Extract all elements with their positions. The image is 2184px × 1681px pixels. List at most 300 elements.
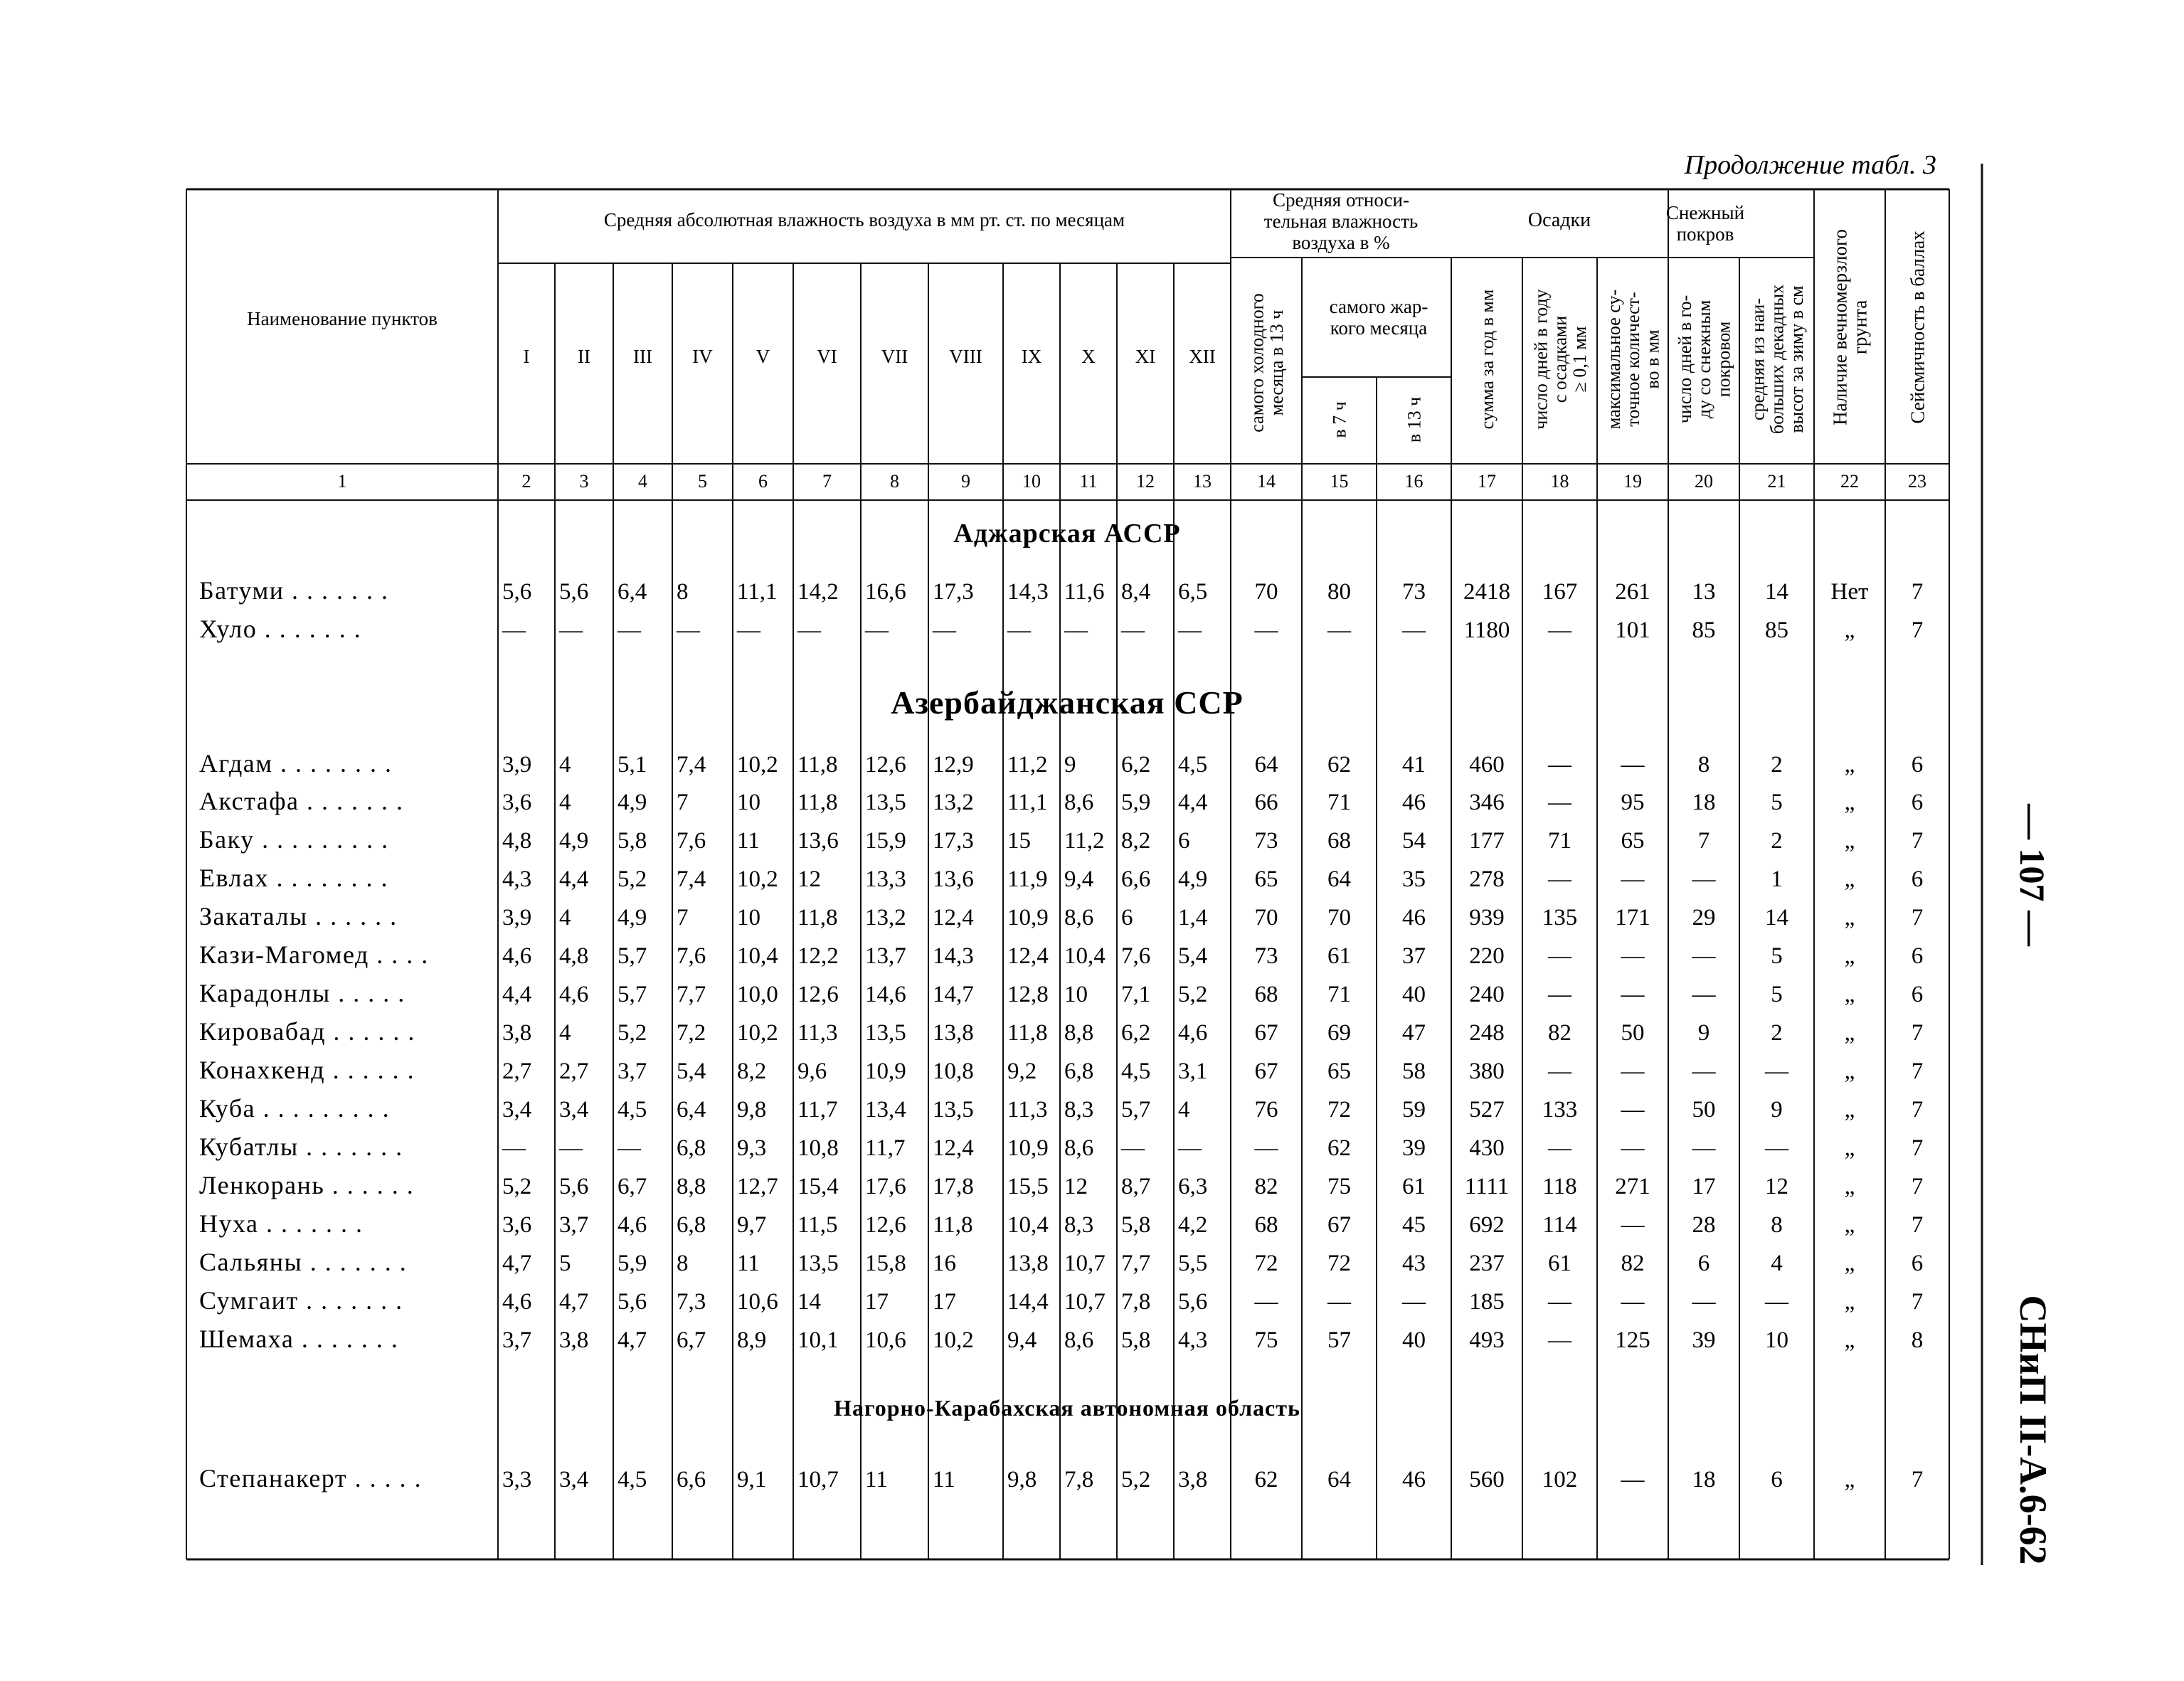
table-cell: 5,6: [559, 1174, 589, 1199]
table-cell: 13,5: [865, 790, 906, 815]
table-cell: 70: [1254, 579, 1278, 605]
table-cell: 10: [737, 905, 760, 930]
table-cell: —: [1621, 1467, 1645, 1492]
table-cell: 10,9: [1007, 1135, 1049, 1161]
table-cell: 7,8: [1064, 1467, 1094, 1492]
table-cell: 2: [1771, 828, 1783, 854]
table-cell: 493: [1469, 1327, 1505, 1353]
table-cell: —: [617, 1135, 641, 1161]
table-cell: —: [1692, 982, 1716, 1007]
table-cell: 17,3: [933, 828, 974, 854]
column-number: 18: [1550, 471, 1569, 492]
table-cell: 380: [1469, 1059, 1505, 1084]
table-cell: 13,2: [933, 790, 974, 815]
row-name: Сумгаит . . . . . . .: [199, 1286, 403, 1315]
table-cell: 4,4: [559, 866, 589, 892]
column-header-precip-max-line: точное количест-: [1623, 292, 1644, 427]
column-header-rel-humidity: воздуха в %: [1292, 232, 1390, 253]
table-cell: 5,9: [617, 1251, 647, 1276]
table-cell: 57: [1327, 1327, 1351, 1353]
row-name: Куба . . . . . . . . .: [199, 1094, 391, 1123]
table-cell: 4,5: [617, 1467, 647, 1492]
table-cell: 95: [1621, 790, 1645, 815]
table-cell: 72: [1327, 1251, 1351, 1276]
table-cell: 7: [1911, 1212, 1924, 1238]
column-number: 17: [1478, 471, 1496, 492]
table-cell: —: [1548, 1289, 1571, 1315]
table-row: [199, 825, 1923, 854]
table-cell: 11,8: [933, 1212, 973, 1238]
column-header-rel-hot-13-line: в 13 ч: [1404, 396, 1425, 443]
table-cell: 13,7: [865, 943, 906, 969]
table-cell: 3,3: [502, 1467, 532, 1492]
column-header-rel-cold-line: самого холодного: [1246, 293, 1268, 433]
table-cell: 11,5: [797, 1212, 838, 1238]
table-cell: 6: [1911, 790, 1924, 815]
row-name: Ленкорань . . . . . .: [199, 1171, 415, 1199]
table-cell: 9,4: [1007, 1327, 1037, 1353]
table-cell: 8,9: [737, 1327, 767, 1353]
table-cell: 6,7: [617, 1174, 647, 1199]
column-number: 23: [1908, 471, 1926, 492]
table-row: [199, 1325, 1923, 1353]
month-header: IX: [1021, 346, 1042, 367]
section-1: [199, 684, 1923, 1353]
table-cell: —: [1621, 1135, 1645, 1161]
table-row: [199, 1056, 1923, 1084]
table-cell: 7,4: [677, 752, 706, 778]
table-cell: 13,5: [865, 1020, 906, 1046]
column-number: 19: [1623, 471, 1642, 492]
table-cell: 9,4: [1064, 866, 1094, 892]
table-cell: „: [1844, 982, 1855, 1007]
table-cell: 171: [1615, 905, 1650, 930]
table-row: [199, 940, 1923, 969]
table-cell: 3,4: [559, 1467, 589, 1492]
table-cell: 8: [1771, 1212, 1783, 1238]
table-cell: —: [1621, 943, 1645, 969]
table-cell: 72: [1254, 1251, 1278, 1276]
column-header-rel-cold: [1246, 293, 1286, 432]
table-cell: 7: [677, 905, 689, 930]
column-header-name: Наименование пунктов: [247, 308, 438, 329]
table-cell: 66: [1254, 790, 1278, 815]
table-cell: —: [1548, 617, 1571, 643]
table-cell: 7: [1911, 828, 1924, 854]
row-name: Нуха . . . . . . .: [199, 1209, 364, 1238]
row-name: Хуло . . . . . . .: [199, 615, 362, 643]
table-cell: 8,3: [1064, 1097, 1094, 1123]
row-name: Кубатлы . . . . . . .: [199, 1133, 403, 1161]
table-cell: 6,8: [1064, 1059, 1094, 1084]
table-cell: „: [1844, 617, 1855, 643]
table-cell: 4,4: [502, 982, 532, 1007]
table-cell: 4,8: [559, 943, 589, 969]
table-row: [199, 615, 1923, 643]
column-number: 4: [638, 471, 647, 492]
column-number: 14: [1257, 471, 1276, 492]
table-cell: 11,8: [797, 752, 838, 778]
table-cell: 3,7: [559, 1212, 589, 1238]
table-cell: 5,2: [502, 1174, 532, 1199]
table-cell: —: [1548, 943, 1571, 969]
table-cell: 3,4: [502, 1097, 532, 1123]
table-cell: 4,7: [502, 1251, 532, 1276]
table-cell: 5,7: [617, 982, 647, 1007]
table-cell: 4,7: [617, 1327, 647, 1353]
table-cell: 8: [1911, 1327, 1924, 1353]
column-header-snow-days: [1675, 295, 1734, 424]
table-cell: 114: [1542, 1212, 1577, 1238]
table-cell: —: [1548, 1059, 1571, 1084]
row-name: Евлах . . . . . . . .: [199, 864, 388, 892]
table-cell: 102: [1542, 1467, 1578, 1492]
table-cell: 62: [1327, 752, 1351, 778]
table-cell: 11,7: [797, 1097, 838, 1123]
row-name: Сальяны . . . . . . .: [199, 1248, 408, 1276]
table-row: [199, 1017, 1923, 1046]
table-cell: 6: [1911, 943, 1924, 969]
column-header-precip-sum-line: сумма за год в мм: [1477, 289, 1498, 430]
table-cell: 7: [1911, 905, 1924, 930]
table-cell: 15,9: [865, 828, 906, 854]
table-cell: —: [1178, 617, 1202, 643]
table-cell: 11,8: [1007, 1020, 1048, 1046]
table-cell: 12,7: [737, 1174, 778, 1199]
table-cell: 6,4: [617, 579, 647, 605]
table-cell: 8,6: [1064, 1135, 1094, 1161]
table-cell: 271: [1615, 1174, 1650, 1199]
table-cell: 10,8: [797, 1135, 839, 1161]
table-cell: 4,3: [502, 866, 532, 892]
row-name: Карадонлы . . . . .: [199, 979, 405, 1007]
table-cell: „: [1844, 1251, 1855, 1276]
table-cell: 7: [1911, 1059, 1924, 1084]
table-cell: 9: [1064, 752, 1076, 778]
table-cell: 47: [1402, 1020, 1426, 1046]
table-cell: 14,3: [1007, 579, 1049, 605]
table-cell: 6,6: [677, 1467, 706, 1492]
table-cell: 8,6: [1064, 905, 1094, 930]
table-cell: 67: [1327, 1212, 1351, 1238]
table-cell: 2: [1771, 1020, 1783, 1046]
table-cell: „: [1844, 1212, 1855, 1238]
column-header-rel-hot-7: [1330, 401, 1350, 438]
month-header: III: [633, 346, 652, 367]
table-cell: 4,6: [1178, 1020, 1208, 1046]
table-caption: Продолжение табл. 3: [1684, 150, 1936, 180]
row-name: Агдам . . . . . . . .: [199, 749, 393, 778]
table-row: [199, 864, 1923, 892]
table-cell: —: [1621, 1289, 1645, 1315]
table-cell: 7: [1911, 579, 1924, 605]
table-cell: —: [1621, 866, 1645, 892]
table-cell: 4: [1178, 1097, 1190, 1123]
table-cell: 11,3: [797, 1020, 838, 1046]
table-cell: 67: [1254, 1020, 1278, 1046]
table-cell: 7: [1911, 1467, 1924, 1492]
table-cell: 7,2: [677, 1020, 706, 1046]
table-cell: 41: [1402, 752, 1426, 778]
table-cell: 14: [1765, 579, 1788, 605]
table-cell: 65: [1254, 866, 1278, 892]
table-cell: —: [1007, 617, 1031, 643]
table-cell: —: [1548, 752, 1571, 778]
table-row: [199, 1209, 1923, 1238]
column-number: 16: [1404, 471, 1424, 492]
month-header: XI: [1135, 346, 1156, 367]
table-cell: 45: [1402, 1212, 1426, 1238]
table-cell: 6: [1121, 905, 1133, 930]
table-cell: 4: [559, 905, 571, 930]
table-cell: 101: [1615, 617, 1650, 643]
table-cell: 2418: [1463, 579, 1510, 605]
table-cell: 70: [1327, 905, 1351, 930]
table-cell: 15,5: [1007, 1174, 1049, 1199]
table-cell: 72: [1327, 1097, 1351, 1123]
table-cell: 14,3: [933, 943, 974, 969]
table-cell: 7: [677, 790, 689, 815]
column-header-snow-days-line: ду со снежным: [1694, 299, 1715, 419]
table-row: [199, 902, 1923, 930]
table-cell: 8,7: [1121, 1174, 1151, 1199]
table-cell: 64: [1254, 752, 1278, 778]
table-cell: 5,8: [1121, 1327, 1151, 1353]
table-cell: „: [1844, 1097, 1855, 1123]
column-header-snow-height-line: высот за зиму в см: [1786, 285, 1807, 433]
table-cell: 13,4: [865, 1097, 906, 1123]
table-cell: —: [865, 617, 889, 643]
table-cell: 71: [1327, 982, 1351, 1007]
table-cell: 5,2: [1178, 982, 1208, 1007]
table-cell: 7: [1697, 828, 1710, 854]
table-cell: 10,6: [737, 1289, 778, 1315]
column-number: 6: [758, 471, 768, 492]
table-cell: —: [1692, 866, 1716, 892]
table-cell: 39: [1692, 1327, 1716, 1353]
table-cell: 17: [1692, 1174, 1716, 1199]
table-cell: —: [1621, 752, 1645, 778]
table-cell: 18: [1692, 1467, 1716, 1492]
table-cell: —: [1402, 1289, 1426, 1315]
table-cell: 16: [933, 1251, 956, 1276]
table-cell: 5,6: [617, 1289, 647, 1315]
table-cell: 62: [1254, 1467, 1278, 1492]
table-cell: 5,7: [1121, 1097, 1151, 1123]
table-cell: 28: [1692, 1212, 1716, 1238]
table-row: [199, 576, 1923, 605]
column-number: 21: [1767, 471, 1786, 492]
table-cell: 6: [1911, 752, 1924, 778]
table-cell: 11,8: [797, 790, 838, 815]
table-cell: 220: [1469, 943, 1505, 969]
table-cell: 9,8: [1007, 1467, 1037, 1492]
table-cell: 7,6: [677, 943, 706, 969]
table-cell: 10,8: [933, 1059, 974, 1084]
table-cell: 15,4: [797, 1174, 839, 1199]
table-cell: 3,8: [1178, 1467, 1208, 1492]
table-cell: 9,7: [737, 1212, 767, 1238]
table-cell: 17,3: [933, 579, 974, 605]
table-cell: —: [1692, 943, 1716, 969]
table-cell: 460: [1469, 752, 1505, 778]
table-cell: 69: [1327, 1020, 1351, 1046]
table-cell: 71: [1327, 790, 1351, 815]
month-header: VII: [881, 346, 908, 367]
table-cell: 692: [1469, 1212, 1505, 1238]
table-cell: „: [1844, 1467, 1855, 1492]
table-cell: —: [559, 617, 583, 643]
table-cell: —: [1548, 1135, 1571, 1161]
table-cell: 3,7: [617, 1059, 647, 1084]
table-cell: 240: [1469, 982, 1505, 1007]
table-cell: 5,5: [1178, 1251, 1208, 1276]
table-cell: —: [1765, 1059, 1788, 1084]
table-cell: 6,8: [677, 1212, 706, 1238]
table-cell: 7: [1911, 1289, 1924, 1315]
section-0: [199, 519, 1923, 643]
month-header: VI: [817, 346, 837, 367]
table-cell: 64: [1327, 866, 1351, 892]
table-cell: 12,6: [865, 1212, 906, 1238]
table-cell: 7,6: [677, 828, 706, 854]
table-cell: 4,9: [1178, 866, 1208, 892]
table-cell: 4: [559, 790, 571, 815]
table-cell: 4,9: [617, 790, 647, 815]
table-cell: 59: [1402, 1097, 1426, 1123]
row-name: Закаталы . . . . . .: [199, 902, 398, 930]
table-cell: 125: [1615, 1327, 1650, 1353]
table-cell: 7: [1911, 1174, 1924, 1199]
table-cell: 85: [1692, 617, 1716, 643]
table-cell: 46: [1402, 790, 1426, 815]
table-cell: 1: [1771, 866, 1783, 892]
table-cell: —: [1178, 1135, 1202, 1161]
table-cell: 8,2: [737, 1059, 767, 1084]
document-code: СНиП II-А.6-62: [2012, 1295, 2055, 1565]
table-cell: 7,1: [1121, 982, 1151, 1007]
column-header-rel-hot-13: [1404, 397, 1425, 442]
table-cell: 5,8: [617, 828, 647, 854]
table-cell: —: [677, 617, 700, 643]
table-cell: —: [1621, 1097, 1645, 1123]
column-number: 8: [890, 471, 899, 492]
column-header-snow-height: [1747, 285, 1807, 434]
table-cell: 13,8: [933, 1020, 974, 1046]
column-header-precip-days-line: число дней в году: [1530, 289, 1552, 430]
table-cell: 73: [1402, 579, 1426, 605]
table-header: [247, 150, 1936, 492]
table-cell: 8,8: [677, 1174, 706, 1199]
row-name: Шемаха . . . . . . .: [199, 1325, 399, 1353]
column-header-snow-height-line: больших декадных: [1766, 284, 1788, 435]
table-cell: 11,2: [1064, 828, 1105, 854]
table-cell: 11: [933, 1467, 955, 1492]
table-cell: 1180: [1463, 617, 1510, 643]
table-cell: 9,8: [737, 1097, 767, 1123]
column-number: 12: [1136, 471, 1155, 492]
table-cell: —: [502, 1135, 526, 1161]
column-header-rel-hot: кого месяца: [1330, 317, 1428, 339]
column-number: 7: [822, 471, 832, 492]
table-cell: 7: [1911, 617, 1924, 643]
table-cell: 5,6: [1178, 1289, 1208, 1315]
table-cell: 560: [1469, 1467, 1505, 1492]
column-number: 2: [521, 471, 531, 492]
table-row: [199, 749, 1923, 778]
table-cell: 3,4: [559, 1097, 589, 1123]
table-cell: —: [559, 1135, 583, 1161]
table-cell: 40: [1402, 1327, 1426, 1353]
table-cell: —: [1692, 1135, 1716, 1161]
table-cell: 73: [1254, 943, 1278, 969]
table-cell: 11: [865, 1467, 888, 1492]
month-header: IV: [692, 346, 713, 367]
month-header: II: [578, 346, 590, 367]
table-cell: 5,4: [677, 1059, 706, 1084]
table-cell: 4,6: [502, 1289, 532, 1315]
table-cell: 13,3: [865, 866, 906, 892]
table-cell: —: [797, 617, 821, 643]
table-cell: 11,3: [1007, 1097, 1048, 1123]
table-cell: 10: [737, 790, 760, 815]
column-header-seismic-line: Сейсмичность в баллах: [1907, 230, 1929, 424]
table-cell: 82: [1548, 1020, 1571, 1046]
table-cell: 430: [1469, 1135, 1505, 1161]
table-cell: 29: [1692, 905, 1716, 930]
table-row: [199, 1171, 1923, 1199]
table-cell: 3,8: [502, 1020, 532, 1046]
table-cell: 167: [1542, 579, 1578, 605]
column-number: 9: [961, 471, 970, 492]
table-cell: 10,2: [737, 1020, 778, 1046]
table-cell: 68: [1254, 1212, 1278, 1238]
table-cell: „: [1844, 1020, 1855, 1046]
table-cell: 46: [1402, 905, 1426, 930]
column-header-precip-days-line: с осадками: [1549, 315, 1571, 403]
table-cell: 15,8: [865, 1251, 906, 1276]
table-cell: —: [502, 617, 526, 643]
column-number: 22: [1840, 471, 1859, 492]
table-cell: 8: [1697, 752, 1710, 778]
table-cell: 7,7: [1121, 1251, 1151, 1276]
table-cell: 5,1: [617, 752, 647, 778]
table-cell: 7,6: [1121, 943, 1151, 969]
table-cell: 3,6: [502, 1212, 532, 1238]
table-cell: 11: [737, 828, 760, 854]
table-cell: 3,9: [502, 905, 532, 930]
table-cell: 7: [1911, 1097, 1924, 1123]
table-cell: 9: [1771, 1097, 1783, 1123]
column-header-precipitation: Осадки: [1527, 209, 1591, 231]
table-cell: 1,4: [1178, 905, 1208, 930]
table-cell: 9,6: [797, 1059, 827, 1084]
table-cell: 5,2: [1121, 1467, 1151, 1492]
table-cell: 177: [1469, 828, 1505, 854]
column-number: 15: [1330, 471, 1349, 492]
table-cell: 4,8: [502, 828, 532, 854]
table-cell: 65: [1621, 828, 1645, 854]
column-header-rel-cold-line: месяца в 13 ч: [1266, 309, 1287, 416]
table-cell: —: [1621, 1212, 1645, 1238]
table-cell: 939: [1469, 905, 1505, 930]
table-cell: —: [1548, 982, 1571, 1007]
column-header-snow-height-line: средняя из наи-: [1747, 297, 1769, 421]
table-cell: „: [1844, 828, 1855, 854]
table-cell: 82: [1621, 1251, 1645, 1276]
table-cell: „: [1844, 1289, 1855, 1315]
table-cell: „: [1844, 1174, 1855, 1199]
